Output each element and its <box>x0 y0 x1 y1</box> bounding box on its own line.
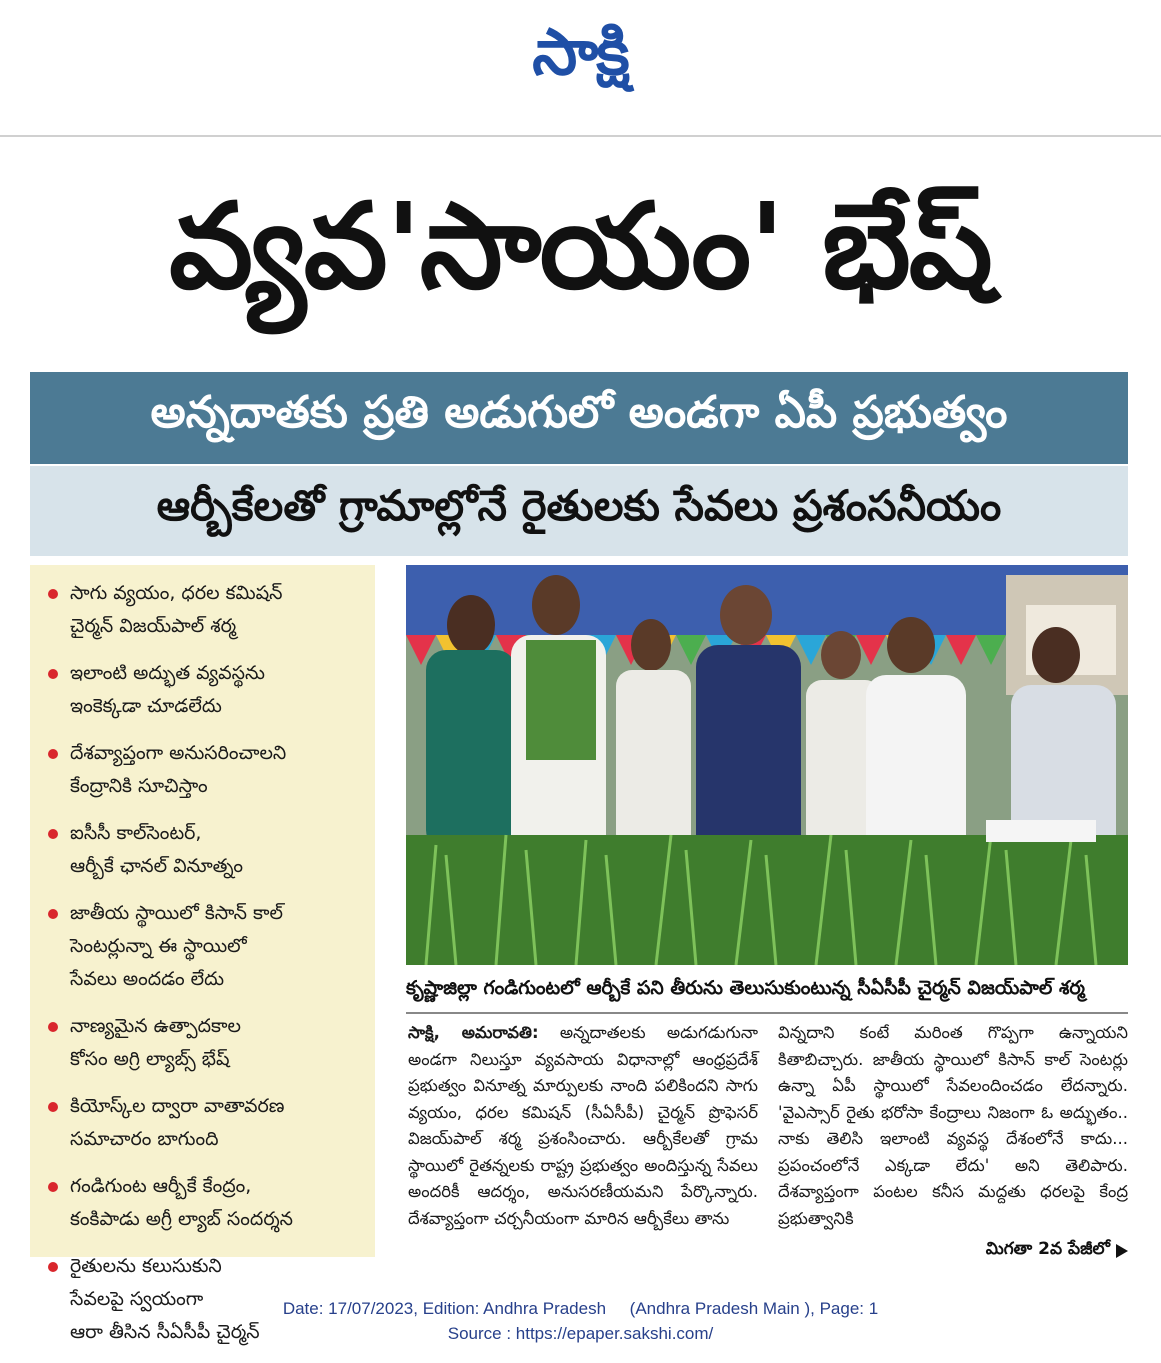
bullet-icon <box>48 1262 58 1272</box>
footer-source-link[interactable]: Source : https://epaper.sakshi.com/ <box>447 1324 714 1343</box>
highlight-line: కేంద్రానికి సూచిస్తాం <box>70 775 208 797</box>
highlight-line: సేవలపై స్వయంగా <box>70 1288 204 1310</box>
bullet-icon <box>48 829 58 839</box>
highlight-item <box>46 1010 367 1076</box>
article-dateline: సాక్షి, అమరావతి: <box>408 1023 539 1042</box>
highlight-line: ఇంకెక్కడా చూడలేదు <box>70 695 222 717</box>
highlight-line: సేవలు అందడం లేదు <box>70 968 225 990</box>
highlight-item <box>46 577 367 643</box>
highlight-line: జాతీయ స్థాయిలో కిసాన్‌ కాల్‌ <box>70 902 283 924</box>
photo-caption: కృష్ణాజిల్లా గండిగుంటలో ఆర్బీకే పని తీరును తెలుసుకుంటున్న సీఏసీపీ చైర్మన్‌ విజయ్‌పాల్‌ శర్మ <box>406 976 1085 999</box>
highlight-item <box>46 737 367 803</box>
highlight-item <box>46 897 367 996</box>
caption-divider <box>406 1012 1128 1014</box>
highlight-item <box>46 817 367 883</box>
highlight-line: కంకిపాడు అగ్రీ ల్యాబ్‌ సందర్శన <box>70 1208 293 1230</box>
article-column-1 <box>408 1020 758 1260</box>
page-footer <box>0 1296 1161 1356</box>
bullet-icon <box>48 1022 58 1032</box>
highlight-line: గండిగుంట ఆర్బీకే కేంద్రం, <box>70 1175 252 1197</box>
photo-illustration <box>406 565 1128 965</box>
play-arrow-icon <box>1116 1244 1128 1258</box>
highlight-line: ఆరా తీసిన సీఏసీపీ చైర్మన్‌ <box>70 1321 260 1343</box>
highlight-line: సాగు వ్యయం, ధరల కమిషన్‌ <box>70 582 283 604</box>
highlight-line: ఆర్బీకే ఛానల్‌ వినూత్నం <box>70 855 243 877</box>
highlight-line: ఇలాంటి అద్భుత వ్యవస్థను <box>70 662 265 684</box>
highlight-line: కోసం అగ్రి ల్యాబ్స్‌ భేష్‌ <box>70 1048 230 1070</box>
bullet-icon <box>48 1102 58 1112</box>
highlight-item <box>46 657 367 723</box>
bullet-icon <box>48 1182 58 1192</box>
article-column-2 <box>778 1020 1128 1260</box>
highlight-item <box>46 1090 367 1156</box>
continued-on-page-2-link[interactable] <box>966 1238 1128 1264</box>
highlights-sidebar <box>30 565 375 1343</box>
highlight-item <box>46 1170 367 1236</box>
bullet-icon <box>48 589 58 599</box>
deck-primary: అన్నదాతకు ప్రతి అడుగులో అండగా ఏపీ ప్రభుత్వం <box>30 372 1128 464</box>
headline: వ్యవ'సాయం' భేష్‌ <box>169 176 991 315</box>
highlight-line: సమాచారం బాగుంది <box>70 1128 219 1150</box>
highlight-line: కియోస్క్‌ల ద్వారా వాతావరణ <box>70 1095 285 1117</box>
bullet-icon <box>48 909 58 919</box>
bullet-icon <box>48 669 58 679</box>
highlight-line: ఐసీసీ కాల్‌సెంటర్‌, <box>70 822 202 844</box>
highlight-line: రైతులను కలుసుకుని <box>70 1255 222 1277</box>
highlight-line: దేశవ్యాప్తంగా అనుసరించాలని <box>70 742 287 764</box>
masthead <box>0 0 1161 137</box>
continued-label: మిగతా 2వ పేజీలో <box>985 1239 1110 1259</box>
article-col1-text: అన్నదాతలకు అడుగడుగునా అండగా నిలుస్తూ వ్యవసాయ విధానాల్లో ఆంధ్రప్రదేశ్‌ ప్రభుత్వం వినూత్న మార్పులకు నాంది పలికిందని సాగు వ్యయం, ధరల కమిషన్‌ (సీఏసీపీ) చైర్మన్‌ ప్రొఫెసర్‌ విజయ్‌పాల్‌ శర్మ ప్రశంసించారు. ఆర్బీకేలతో గ్రామ స్థాయిలో రైతన్నలకు రాష్ట్ర ప్రభుత్వం అందిస్తున్న సేవలు అందరికీ ఆదర్శం, అనుసరణీయమని పేర్కొన్నారు. దేశవ్యాప్తంగా చర్చనీయంగా మారిన ఆర్బీకేలు తాను <box>408 1023 758 1228</box>
article-col2-text: విన్నదాని కంటే మరింత గొప్పగా ఉన్నాయని కితాబిచ్చారు. జాతీయ స్థాయిలో కిసాన్‌ కాల్‌ సెంటర్లు ఉన్నా ఏపీ స్థాయిలో సేవలందించడం లేదన్నారు. 'వైఎస్సార్‌ రైతు భరోసా కేంద్రాలు నిజంగా ఓ అద్భుతం.. నాకు తెలిసి ఇలాంటి వ్యవస్థ దేశంలోనే కాదు... ప్రపంచంలోనే ఎక్కడా లేదు' అని తెలిపారు. దేశవ్యాప్తంగా పంటల కనీస మద్దతు ధరలపై కేంద్ర ప్రభుత్వానికి <box>778 1023 1128 1228</box>
highlight-line: సెంటర్లున్నా ఈ స్థాయిలో <box>70 935 247 957</box>
footer-date-edition: Date: 17/07/2023, Edition: Andhra Pradesh (Andhra Pradesh Main ), Page: 1 <box>282 1299 879 1318</box>
deck-secondary: ఆర్బీకేలతో గ్రామాల్లోనే రైతులకు సేవలు ప్రశంసనీయం <box>30 466 1128 556</box>
news-photo <box>406 565 1128 965</box>
highlight-line: నాణ్యమైన ఉత్పాదకాల <box>70 1015 241 1037</box>
bullet-icon <box>48 749 58 759</box>
sakshi-logo[interactable]: సాక్షి <box>532 15 628 90</box>
highlight-line: చైర్మన్‌ విజయ్‌పాల్‌ శర్మ <box>70 615 237 637</box>
